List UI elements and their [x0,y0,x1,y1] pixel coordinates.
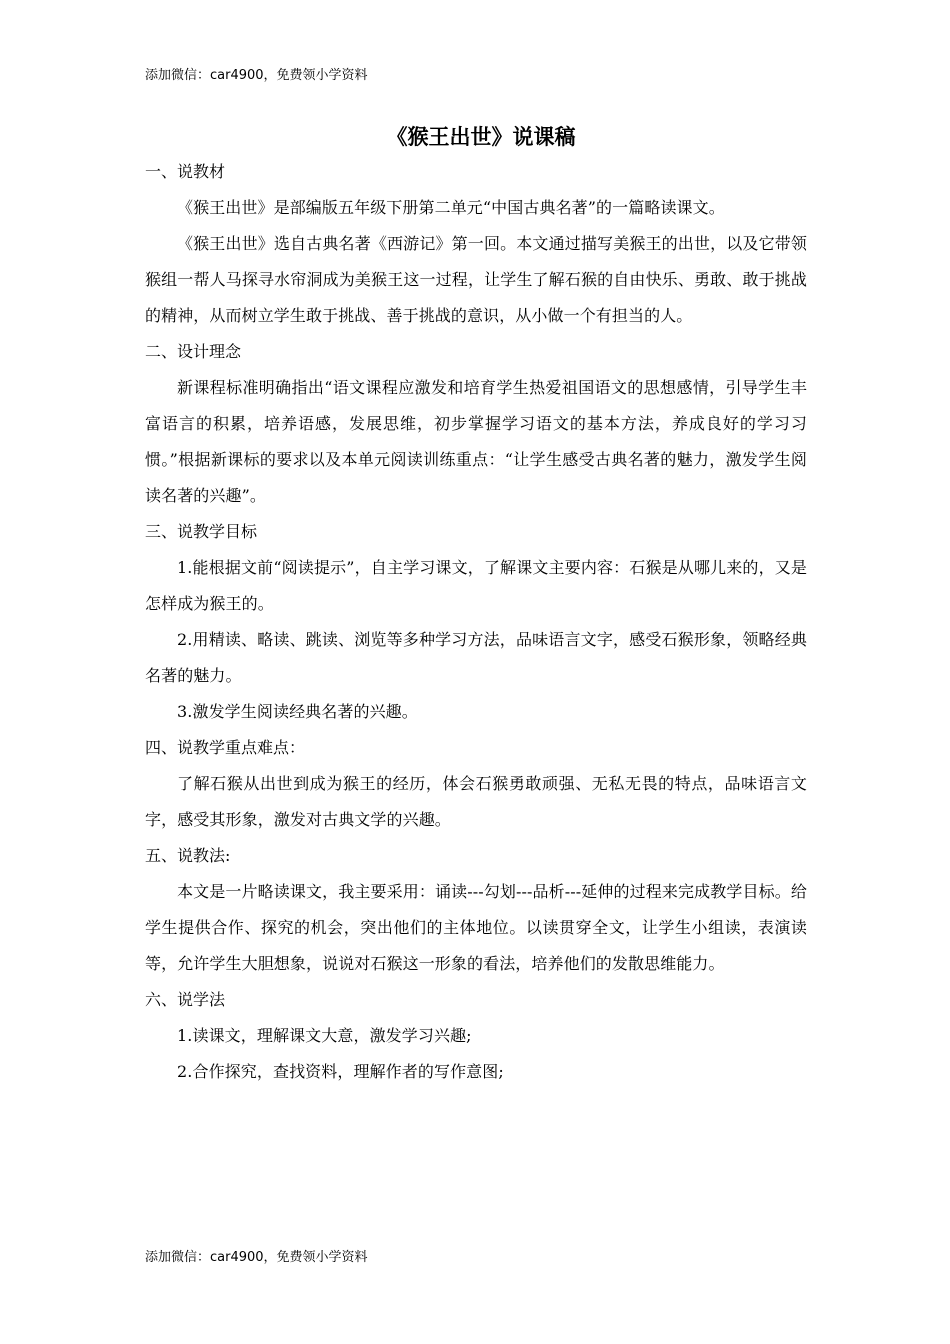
section-heading: 四、说教学重点难点： [145,738,306,757]
paragraph: 2.合作探究，查找资料，理解作者的写作意图; [177,1062,504,1081]
section-heading: 一、说教材 [145,162,226,181]
section-heading: 五、说教法: [145,846,231,865]
section-teaching-methods [145,838,807,982]
paragraph: 1.能根据文前“阅读提示”，自主学习课文，了解课文主要内容：石猴是从哪儿来的，又是怎样成为猴王的。 [145,558,807,613]
section-design-concept [145,334,807,514]
paragraph: 2.用精读、略读、跳读、浏览等多种学习方法，品味语言文字，感受石猴形象，领略经典名著的魅力。 [145,630,807,685]
section-textbook [145,154,807,334]
paragraph: 本文是一片略读课文，我主要采用：诵读---勾划---品析---延伸的过程来完成教学目标。给学生提供合作、探究的机会，突出他们的主体地位。以读贯穿全文，让学生小组读，表演读等，允许学生大胆想象，说说对石猴这一形象的看法，培养他们的发散思维能力。 [145,882,807,973]
section-heading: 六、说学法 [145,990,226,1009]
section-learning-methods [145,982,807,1090]
page-footer-watermark: 添加微信：car4900，免费领小学资料 [145,1250,368,1265]
section-heading: 三、说教学目标 [145,522,258,541]
paragraph: 1.读课文，理解课文大意，激发学习兴趣; [177,1026,472,1045]
section-key-points [145,730,807,838]
paragraph: 了解石猴从出世到成为猴王的经历，体会石猴勇敢顽强、无私无畏的特点，品味语言文字，感受其形象，激发对古典文学的兴趣。 [145,774,807,829]
document-body [145,120,807,1090]
paragraph: 《猴王出世》选自古典名著《西游记》第一回。本文通过描写美猴王的出世，以及它带领猴组一帮人马探寻水帘洞成为美猴王这一过程，让学生了解石猴的自由快乐、勇敢、敢于挑战的精神，从而树立学生敢于挑战、善于挑战的意识，从小做一个有担当的人。 [145,234,807,325]
section-teaching-goals [145,514,807,730]
page-header-watermark: 添加微信：car4900，免费领小学资料 [145,68,368,83]
paragraph: 《猴王出世》是部编版五年级下册第二单元“中国古典名著”的一篇略读课文。 [177,198,725,217]
paragraph: 3.激发学生阅读经典名著的兴趣。 [177,702,418,721]
document-title: 《猴王出世》说课稿 [386,125,576,149]
section-heading: 二、设计理念 [145,342,242,361]
paragraph: 新课程标准明确指出“语文课程应激发和培育学生热爱祖国语文的思想感情，引导学生丰富语言的积累，培养语感，发展思维，初步掌握学习语文的基本方法，养成良好的学习习惯。”根据新课标的要求以及本单元阅读训练重点：“让学生感受古典名著的魅力，激发学生阅读名著的兴趣”。 [145,378,807,505]
